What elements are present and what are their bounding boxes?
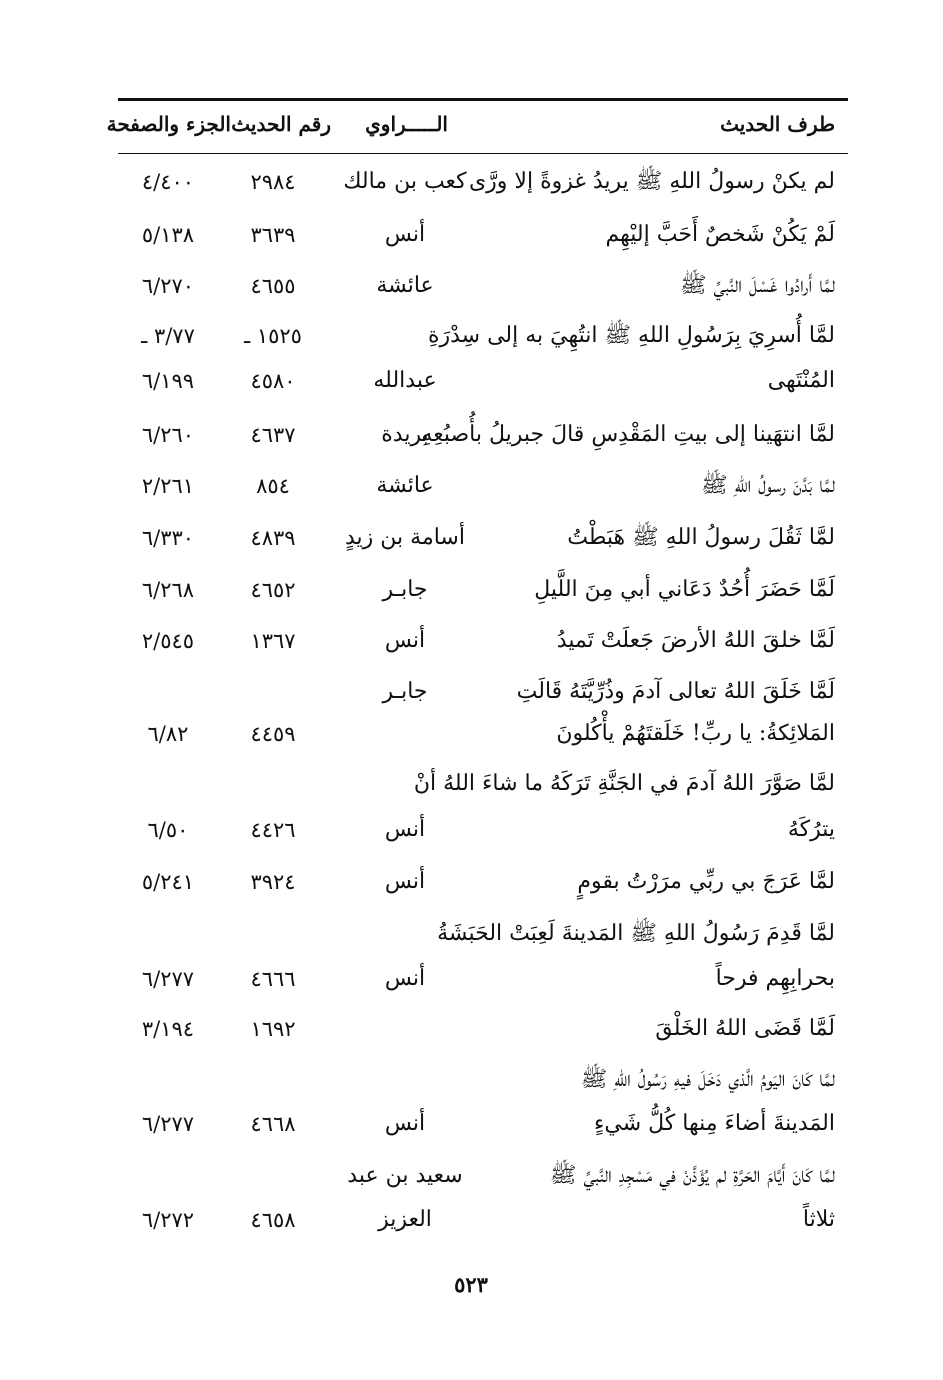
- hadith-line: لمَّا أَرادُوا غَسْلَ النَّبيِّ ﷺ: [679, 273, 835, 298]
- page-number: ٥٢٣: [454, 1272, 488, 1297]
- hadith-line: المَلائِكةُ: يا ربِّ! خَلَقتَهُمْ يأْكُلونَ: [556, 721, 835, 746]
- hadith-line: لَمَّا خَلَقَ اللهُ تعالى آدمَ وذُرِّيَّتَهُ قَالَتِ: [516, 679, 835, 704]
- narrator-cell: عائشة: [376, 273, 434, 298]
- hadith-number: ٤٥٨٠: [250, 369, 296, 393]
- hadith-number: ٤٦٥٥: [250, 274, 296, 298]
- volume-page: ٥/٢٤١: [141, 870, 195, 894]
- hadith-line: لمَّا صَوَّرَ اللهُ آدمَ في الجَنَّةِ تَرَكَهُ ما شاءَ اللهُ أنْ: [413, 771, 835, 796]
- hadith-line: لَمْ يَكُنْ شَخصٌ أَحَبَّ إليْهِم: [605, 222, 835, 247]
- volume-page: ٤/٤٠٠: [141, 170, 195, 194]
- header-narrator: الـــــراوي: [365, 112, 448, 136]
- volume-page: ٣/١٩٤: [141, 1017, 195, 1041]
- hadith-number: ٤٨٣٩: [250, 526, 296, 550]
- hadith-line: يترُكَهُ: [787, 817, 835, 842]
- volume-page: ٦/٢٦٠: [141, 423, 195, 447]
- narrator-cell: عائشة: [376, 473, 434, 498]
- hadith-line: لَمَّا حَضَرَ أُحُدٌ دَعَاني أبي مِنَ اللَّيلِ: [534, 577, 835, 602]
- hadith-number: ٤٦٥٢: [250, 578, 296, 602]
- hadith-line: لمَّا انتهَينا إلى بيتِ المَقْدِسِ قالَ جبريلُ بأُصبُعِهِ: [421, 422, 835, 447]
- volume-page: ٦/١٩٩: [141, 369, 195, 393]
- hadith-number: ١٦٩٢: [250, 1017, 296, 1041]
- volume-page: ٦/٨٢: [147, 722, 189, 746]
- narrator-cell: أنس: [384, 1111, 426, 1136]
- narrator-cell: أنس: [384, 869, 426, 894]
- header-volume-page: الجزء والصفحة: [106, 112, 231, 136]
- hadith-line: المَدينةَ أضاءَ مِنها كُلُّ شَيءٍ: [594, 1111, 835, 1136]
- hadith-line: لم يكنْ رسولُ اللهِ ﷺ يريدُ غزوةً إلا ورَّى: [468, 169, 835, 194]
- volume-page: ٥/١٣٨: [141, 223, 195, 247]
- hadith-number: ٨٥٤: [256, 474, 290, 498]
- volume-page: ٦/٢٧٧: [141, 1112, 195, 1136]
- hadith-number: ١٥٢٥ ـ: [244, 324, 302, 348]
- hadith-number: ٢٩٨٤: [250, 170, 296, 194]
- hadith-number: ٤٦٥٨: [250, 1208, 296, 1232]
- hadith-line: لمَّا كَانَ أَيَّامَ الحَرَّةِ لم يُؤَذَّنْ في مَسْجِدِ النَّبيِّ ﷺ: [549, 1163, 835, 1188]
- hadith-number: ١٣٦٧: [250, 629, 296, 653]
- hadith-line: لمَّا كَانَ اليَومُ الَّذي دَخَلَ فيهِ رَسُولُ اللهِ ﷺ: [580, 1067, 835, 1092]
- hadith-line: لَمَّا قَضَى اللهُ الخَلْقَ: [655, 1016, 835, 1041]
- hadith-number: ٤٦٦٦: [250, 967, 296, 991]
- narrator-cell: العزيز: [378, 1207, 432, 1232]
- narrator-cell: أنس: [384, 966, 426, 991]
- hadith-line: ثلاثاً: [802, 1207, 835, 1232]
- hadith-number: ٣٩٢٤: [250, 870, 296, 894]
- narrator-cell: أنس: [384, 628, 426, 653]
- hadith-line: لمَّا ثَقُلَ رسولُ اللهِ ﷺ هَبَطْتُ: [567, 525, 835, 550]
- narrator-cell: سعيد بن عبد: [347, 1163, 463, 1188]
- table-header-rule: [118, 153, 848, 154]
- hadith-line: لمَّا أُسرِيَ بِرَسُولِ اللهِ ﷺ انتُهِيَ به إلى سِدْرَةِ: [427, 323, 835, 348]
- volume-page: ٣/٧٧ ـ: [141, 324, 195, 348]
- hadith-number: ٤٦٣٧: [250, 423, 296, 447]
- hadith-line: لَمَّا خلقَ اللهُ الأرضَ جَعلَتْ تَميدُ: [556, 628, 835, 653]
- volume-page: ٢/٢٦١: [141, 474, 195, 498]
- hadith-number: ٤٤٥٩: [250, 722, 296, 746]
- hadith-number: ٤٤٢٦: [250, 818, 296, 842]
- hadith-line: لمَّا قَدِمَ رَسُولُ اللهِ ﷺ المَدينةَ لَعِبَتْ الحَبَشَةُ: [437, 921, 835, 946]
- hadith-line: بحرابِهِم فرحاً: [715, 966, 835, 991]
- volume-page: ٦/٢٧٧: [141, 967, 195, 991]
- narrator-cell: جابـر: [382, 577, 428, 602]
- narrator-cell: أسامة بن زيدٍ: [345, 525, 465, 550]
- volume-page: ٢/٥٤٥: [141, 629, 195, 653]
- hadith-line: المُنْتَهى: [767, 368, 835, 393]
- hadith-number: ٣٦٣٩: [250, 223, 296, 247]
- hadith-number: ٤٦٦٨: [250, 1112, 296, 1136]
- volume-page: ٦/٣٣٠: [141, 526, 195, 550]
- narrator-cell: أنس: [384, 817, 426, 842]
- header-hadith: طرف الحديث: [720, 112, 835, 136]
- hadith-line: لمَّا عَرَجَ بي ربِّي مرَرْتُ بقومٍ: [577, 869, 835, 894]
- hadith-line: لمَّا بَدَّنَ رسولُ اللهِ ﷺ: [701, 473, 835, 498]
- narrator-cell: أنس: [384, 222, 426, 247]
- volume-page: ٦/٢٧٢: [141, 1208, 195, 1232]
- table-top-rule: [118, 98, 848, 101]
- narrator-cell: جابـر: [382, 679, 428, 704]
- volume-page: ٦/٢٦٨: [141, 578, 195, 602]
- narrator-cell: كعب بن مالك: [343, 169, 467, 194]
- header-number: رقم الحديث: [231, 112, 331, 136]
- narrator-cell: عبدالله: [373, 368, 437, 393]
- volume-page: ٦/٢٧٠: [141, 274, 195, 298]
- narrator-cell: بريدة: [381, 422, 429, 447]
- volume-page: ٦/٥٠: [147, 818, 189, 842]
